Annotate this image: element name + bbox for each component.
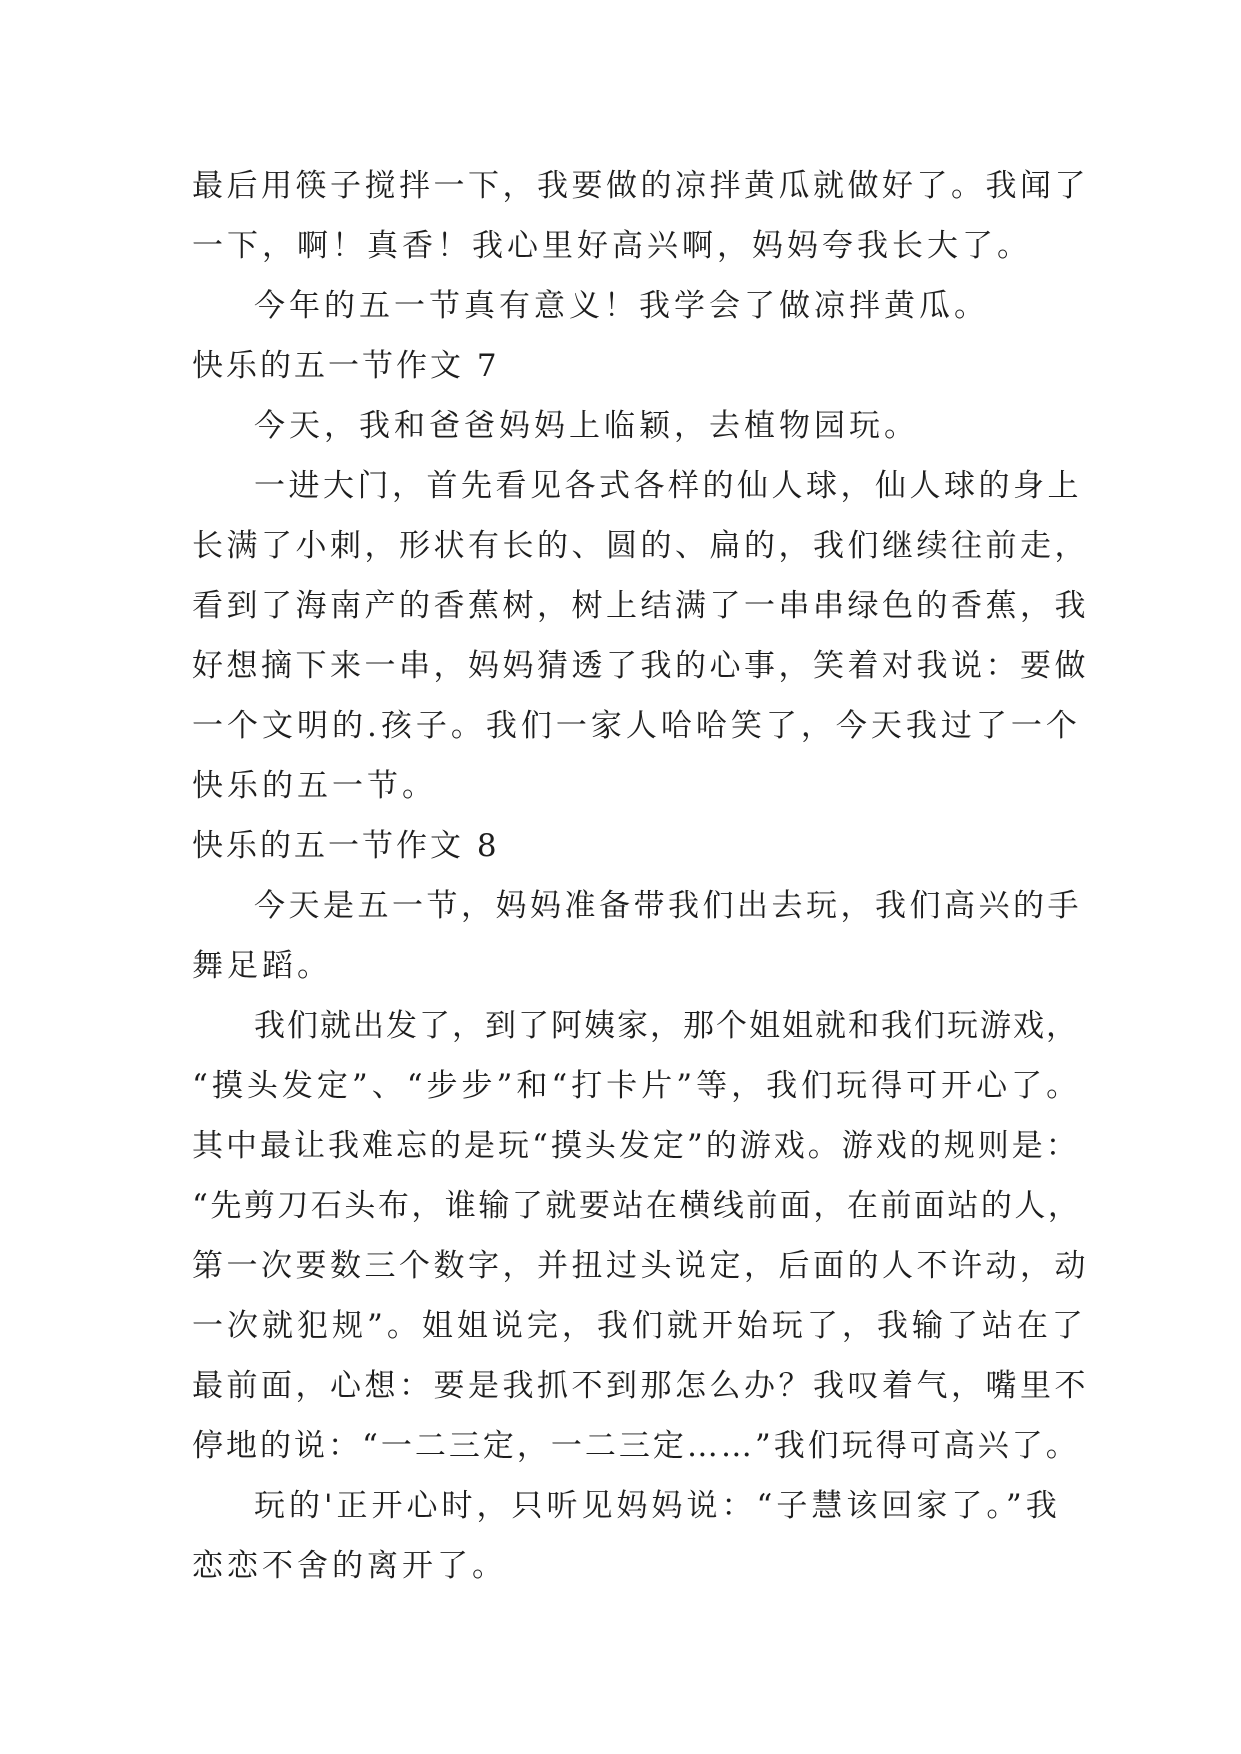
text-line: 恋恋不舍的离开了。 xyxy=(192,1548,507,1584)
text-line: 最后用筷子搅拌一下，我要做的凉拌黄瓜就做好了。我闻了 xyxy=(192,168,1089,204)
section-heading: 快乐的五一节作文 8 xyxy=(192,828,500,864)
text-line: 今天是五一节，妈妈准备带我们出去玩，我们高兴的手 xyxy=(254,888,1082,924)
section-heading: 快乐的五一节作文 7 xyxy=(192,348,500,384)
document-body xyxy=(192,156,1089,1596)
text-line: 快乐的五一节。 xyxy=(192,768,437,804)
text-line: 我们就出发了，到了阿姨家，那个姐姐就和我们玩游戏， xyxy=(254,1008,1079,1044)
text-line: 看到了海南产的香蕉树，树上结满了一串串绿色的香蕉，我 xyxy=(192,588,1089,624)
text-line: 好想摘下来一串，妈妈猜透了我的心事，笑着对我说：要做 xyxy=(192,648,1089,684)
text-line: 今年的五一节真有意义！我学会了做凉拌黄瓜。 xyxy=(254,288,989,324)
text-line: 一下，啊！真香！我心里好高兴啊，妈妈夸我长大了。 xyxy=(192,228,1032,264)
text-line: “摸头发定”、“步步”和“打卡片”等，我们玩得可开心了。 xyxy=(192,1068,1082,1104)
text-line: 其中最让我难忘的是玩“摸头发定”的游戏。游戏的规则是： xyxy=(192,1128,1080,1164)
text-line: 一次就犯规”。姐姐说完，我们就开始玩了，我输了站在了 xyxy=(192,1308,1087,1344)
text-line: 今天，我和爸爸妈妈上临颖，去植物园玩。 xyxy=(254,408,919,444)
text-line: “先剪刀石头布，谁输了就要站在横线前面，在前面站的人， xyxy=(192,1188,1082,1224)
text-line: 玩的'正开心时，只听见妈妈说：“子慧该回家了。”我 xyxy=(254,1488,1061,1524)
text-line: 舞足蹈。 xyxy=(192,948,332,984)
text-line: 第一次要数三个数字，并扭过头说定，后面的人不许动，动 xyxy=(192,1248,1089,1284)
text-line: 一个文明的.孩子。我们一家人哈哈笑了，今天我过了一个 xyxy=(192,708,1081,744)
text-line: 停地的说：“一二三定，一二三定……”我们玩得可高兴了。 xyxy=(192,1428,1080,1464)
text-line: 长满了小刺，形状有长的、圆的、扁的，我们继续往前走， xyxy=(192,528,1089,564)
text-line: 一进大门，首先看见各式各样的仙人球，仙人球的身上 xyxy=(254,468,1082,504)
text-line: 最前面，心想：要是我抓不到那怎么办？我叹着气，嘴里不 xyxy=(192,1368,1089,1404)
